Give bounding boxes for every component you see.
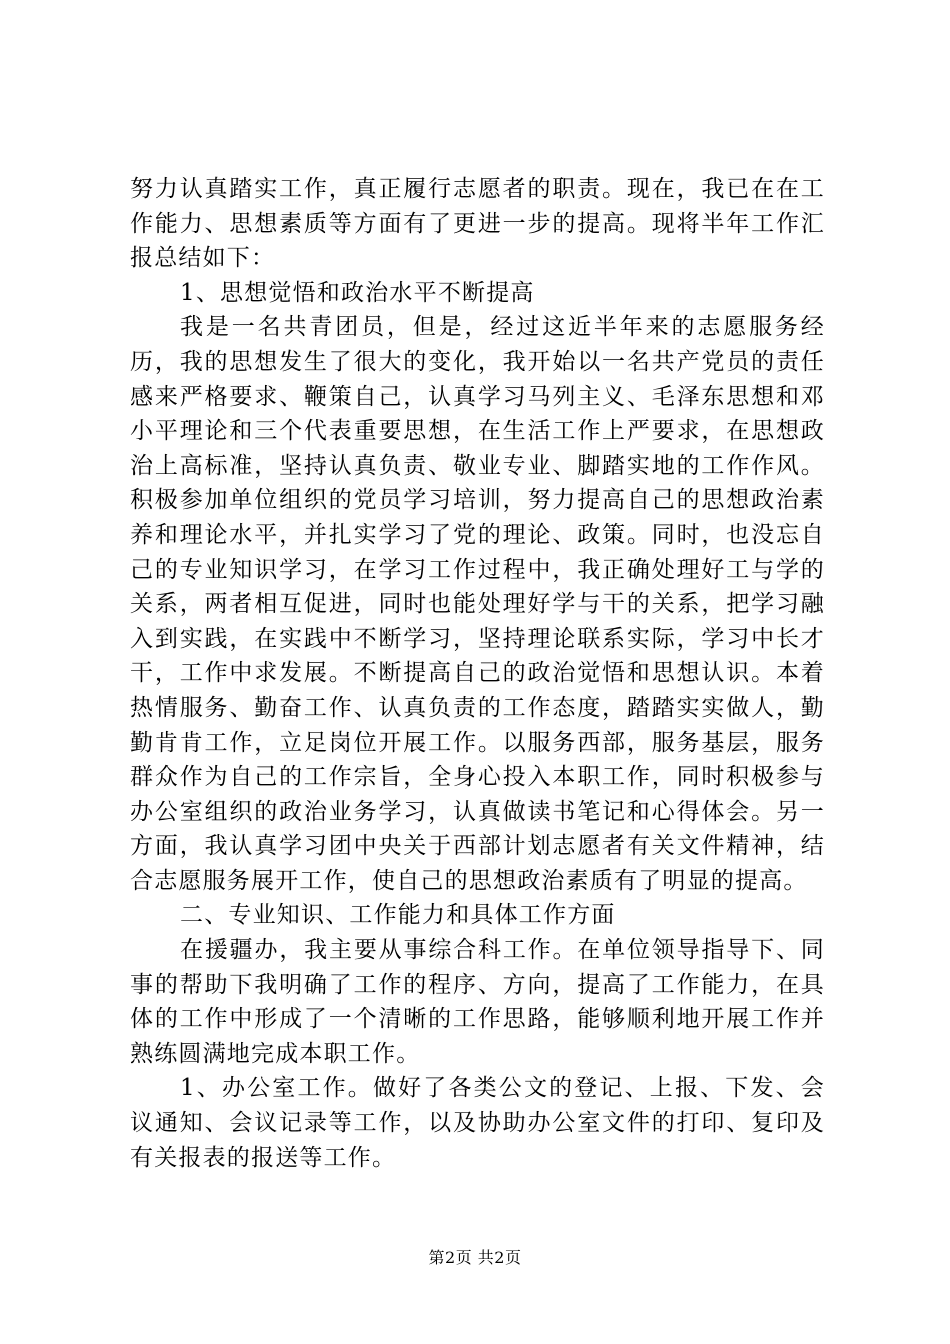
heading-political-awareness: 1、思想觉悟和政治水平不断提高 xyxy=(180,279,535,306)
paragraph-political-awareness: 我是一名共青团员，但是，经过这近半年来的志愿服务经历，我的思想发生了很大的变化，我开始以一名共产党员的责任感来严格要求、鞭策自己，认真学习马列主义、毛泽东思想和邓小平理论和三个代表重要思想，在生活工作上严要求，在思想政治上高标准，坚持认真负责、敬业专业、脚踏实地的工作作风。积极参加单位组织的党员学习培训，努力提高自己的思想政治素养和理论水平，并扎实学习了党的理论、政策。同时，也没忘自己的专业知识学习，在学习工作过程中，我正确处理好工与学的关系，两者相互促进，同时也能处理好学与干的关系，把学习融入到实践，在实践中不断学习，坚持理论联系实际，学习中长才干，工作中求发展。不断提高自己的政治觉悟和思想认识。本着热情服务、勤奋工作、认真负责的工作态度，踏踏实实做人，勤勤肯肯工作，立足岗位开展工作。以服务西部，服务基层，服务群众作为自己的工作宗旨，全身心投入本职工作，同时积极参与办公室组织的政治业务学习，认真做读书笔记和心得体会。另一方面，我认真学习团中央关于西部计划志愿者有关文件精神，结合志愿服务展开工作，使自己的思想政治素质有了明显的提高。 xyxy=(130,314,825,894)
heading-professional-knowledge: 二、专业知识、工作能力和具体工作方面 xyxy=(180,902,616,929)
paragraph-professional-knowledge: 在援疆办，我主要从事综合科工作。在单位领导指导下、同事的帮助下我明确了工作的程序、方向，提高了工作能力，在具体的工作中形成了一个清晰的工作思路，能够顺利地开展工作并熟练圆满地完成本职工作。 xyxy=(130,937,825,1067)
body-text xyxy=(130,172,825,1175)
page-footer xyxy=(0,1245,950,1268)
paragraph-office-work: 1、办公室工作。做好了各类公文的登记、上报、下发、会议通知、会议记录等工作，以及协助办公室文件的打印、复印及有关报表的报送等工作。 xyxy=(130,1075,825,1171)
page-number-label: 第2页 共2页 xyxy=(428,1248,522,1267)
paragraph-intro: 努力认真踏实工作，真正履行志愿者的职责。现在，我已在在工作能力、思想素质等方面有了更进一步的提高。现将半年工作汇报总结如下： xyxy=(130,176,825,272)
